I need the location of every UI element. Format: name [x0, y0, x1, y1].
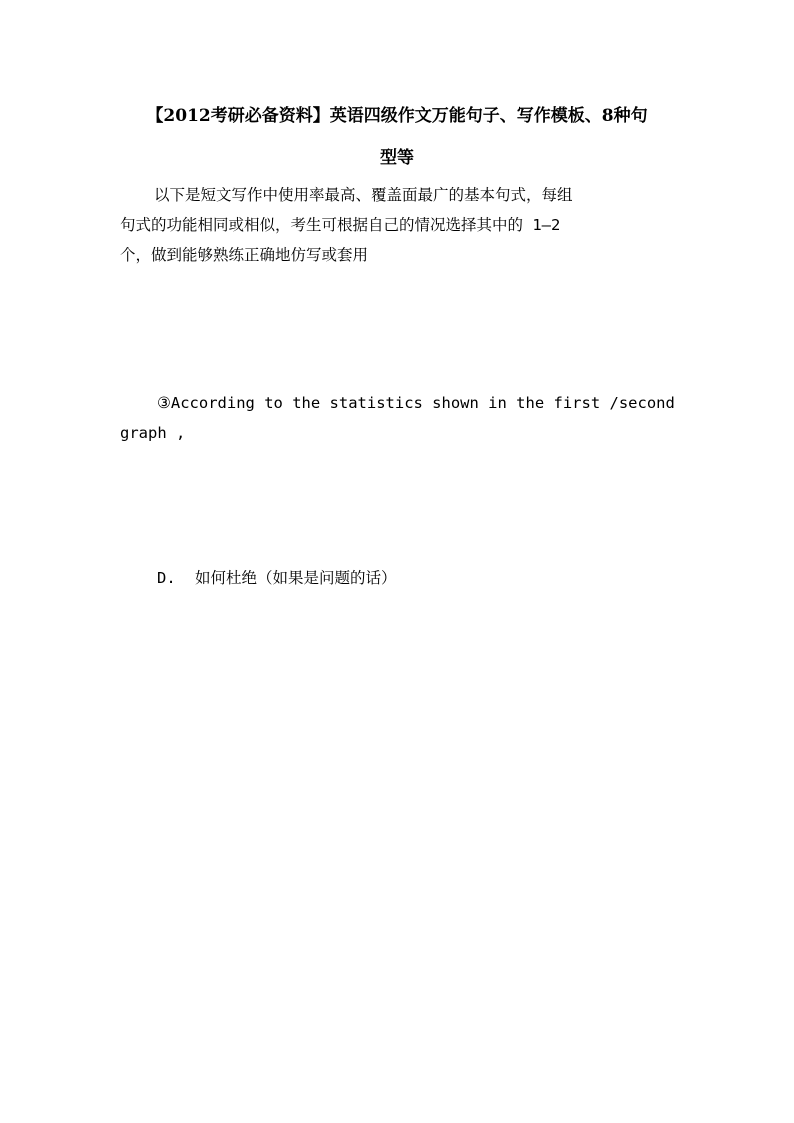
statistics-sentence: [120, 388, 680, 448]
section-d-letter: D.: [157, 569, 176, 587]
section-d-text: 如何杜绝（如果是问题的话）: [195, 569, 397, 587]
intro-paragraph: [120, 180, 680, 270]
document-title-line-2: 型等: [380, 148, 414, 168]
intro-line-2: 句式的功能相同或相似，考生可根据自己的情况选择其中的 1—2: [120, 216, 561, 234]
statistics-line-1: ③According to the statistics shown in the first /second: [157, 394, 675, 412]
intro-line-3: 个，做到能够熟练正确地仿写或套用: [120, 246, 369, 264]
section-d-heading: [157, 566, 397, 590]
intro-line-1: 以下是短文写作中使用率最高、覆盖面最广的基本句式，每组: [154, 186, 573, 204]
statistics-line-2: graph ,: [120, 424, 186, 442]
document-title-line-1: 【2012考研必备资料】英语四级作文万能句子、写作模板、8种句: [146, 106, 648, 126]
